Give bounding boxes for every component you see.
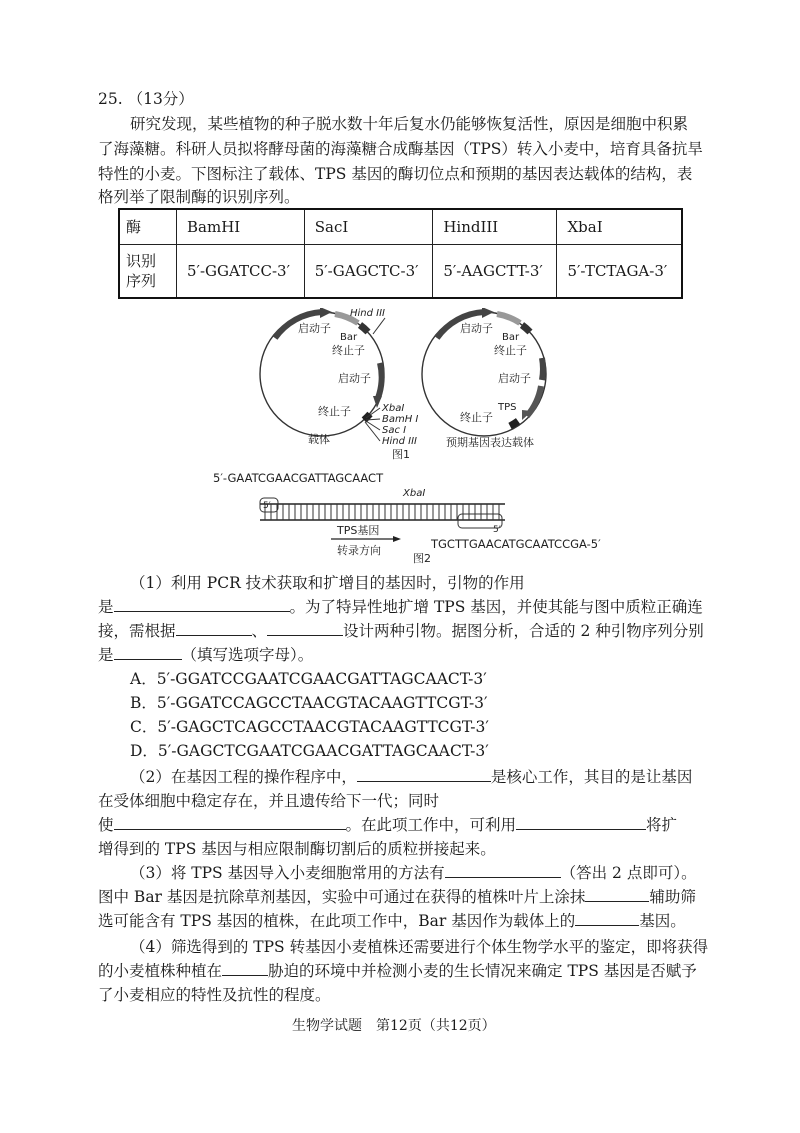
vector-label-xba: XbaI [382, 403, 405, 414]
enzyme-name: XbaI [557, 209, 682, 245]
vector-label-bam: BamH I [382, 414, 419, 425]
intro-line-4: 格列举了限制酶的识别序列。 [98, 188, 300, 206]
footer-page-number: 第12页（共12页） [376, 1018, 496, 1034]
vector-label-bar: Bar [340, 332, 358, 343]
vector-label-promoter2: 启动子 [338, 372, 371, 385]
figure-2-dna [205, 470, 635, 565]
vector-label-terminator2: 终止子 [318, 405, 351, 418]
q4-line-2: 的小麦植株种植在 胁迫的环境中并检测小麦的生长情况来确定 TPS 基因是否赋予 [98, 962, 697, 980]
q1-option-b: B．5′-GGATCCAGCCTAACGTACAAGTTCGT-3′ [130, 694, 488, 712]
vector-plasmid [260, 308, 418, 447]
intro-line-1: 研究发现，某些植物的种子脱水数十年后复水仍能够恢复活性，原因是细胞中积累 [130, 115, 689, 133]
intro-line-3: 特性的小麦。下图标注了载体、TPS 基因的酶切位点和预期的基因表达载体的结构，表 [98, 165, 693, 183]
q4-line-1: （4）筛选得到的 TPS 转基因小麦植株还需要进行个体生物学水平的鉴定，即将获得 [130, 938, 709, 956]
top-strand-sequence: 5′-GAATCGAACGATTAGCAACT [213, 471, 384, 485]
figure-1-label: 图1 [392, 448, 410, 461]
recognition-sequence: 5′-GAGCTC-3′ [304, 245, 433, 299]
table-header-sequence: 识别 序列 [119, 245, 177, 299]
expression-vector-plasmid [422, 308, 546, 449]
q3-answer-blank-3[interactable] [575, 910, 639, 926]
q2-answer-blank-2[interactable] [114, 814, 346, 830]
q1-line-3: 接，需根据 、 设计两种引物。据图分析，合适的 2 种引物序列分别 [98, 622, 704, 640]
q3-line-3: 选可能含有 TPS 基因的植株，在此项工作中，Bar 基因作为载体上的 基因。 [98, 912, 686, 930]
q3-answer-blank-2[interactable] [585, 886, 649, 902]
q2-line-1: （2）在基因工程的操作程序中， 是核心工作，其目的是让基因 [130, 768, 693, 786]
q2-line-3: 使 。在此项工作中，可利用 将扩 [98, 816, 678, 834]
q2-answer-blank-1[interactable] [357, 766, 491, 782]
q2-line-2: 在受体细胞中稳定存在，并且遗传给下一代；同时 [98, 792, 440, 810]
expression-label-promoter: 启动子 [460, 322, 493, 335]
q3-line-1: （3）将 TPS 基因导入小麦细胞常用的方法有 （答出 2 点即可）。 [130, 864, 697, 882]
question-number: 25. （13分） [98, 90, 194, 108]
q1-option-a: A．5′-GGATCCGAATCGAACGATTAGCAACT-3′ [130, 670, 487, 688]
vector-promoter2-arrow [378, 363, 382, 398]
vector-terminator-segment [360, 325, 368, 332]
table-header-enzyme: 酶 [119, 209, 177, 245]
recognition-sequence: 5′-AAGCTT-3′ [433, 245, 557, 299]
vector-label-promoter: 启动子 [298, 322, 331, 335]
q3-answer-blank-1[interactable] [445, 862, 561, 878]
vector-label-terminator: 终止子 [332, 344, 365, 357]
expression-terminator-segment [522, 325, 530, 332]
q1-answer-blank-3[interactable] [267, 620, 343, 636]
tps-gene-label: TPS基因 [337, 524, 380, 537]
page-footer [292, 1015, 496, 1037]
vector-label-hind-top: Hind III [350, 308, 386, 319]
figure-1-plasmids [240, 308, 570, 463]
five-prime-right: 5′ [493, 525, 501, 535]
enzyme-name: BamHI [177, 209, 305, 245]
q1-line-4: 是 （填写选项字母）。 [98, 646, 314, 664]
vector-label-sac: Sac I [382, 425, 407, 436]
expression-terminator2 [510, 421, 518, 426]
bottom-strand-sequence: TGCTTGAACATGCAATCCGA-5′ [431, 537, 601, 551]
vector-label-hind-bottom: Hind III [382, 436, 418, 447]
q1-answer-blank-2[interactable] [176, 620, 252, 636]
expression-bar-segment [497, 314, 520, 323]
q1-option-d: D．5′-GAGCTCGAATCGAACGATTAGCAACT-3′ [130, 742, 489, 760]
transcription-direction-label: 转录方向 [337, 544, 381, 557]
q4-line-3: 了小麦相应的特性及抗性的程度。 [98, 986, 331, 1004]
intro-line-2: 了海藻糖。科研人员拟将酵母菌的海藻糖合成酶基因（TPS）转入小麦中，培育具备抗旱 [98, 140, 703, 158]
q1-line-2: 是 。为了特异性地扩增 TPS 基因，并使其能与图中质粒正确连 [98, 598, 703, 616]
expression-promoter2-arrow [542, 358, 543, 380]
q3-line-2: 图中 Bar 基因是抗除草剂基因，实验中可通过在获得的植株叶片上涂抹 辅助筛 [98, 888, 696, 906]
base-pair-ticks [265, 504, 499, 520]
enzyme-name: SacI [304, 209, 433, 245]
footer-subject: 生物学试题 [292, 1018, 362, 1034]
recognition-sequence: 5′-TCTAGA-3′ [557, 245, 682, 299]
expression-label-promoter2: 启动子 [498, 372, 531, 385]
expression-label-bar: Bar [502, 332, 520, 343]
xba-site-label: XbaI [403, 488, 426, 499]
five-prime-left: 5′ [263, 501, 271, 511]
figure-2-label: 图2 [413, 552, 431, 565]
q1-answer-blank-4[interactable] [114, 644, 182, 660]
q2-answer-blank-3[interactable] [516, 814, 646, 830]
q2-line-4: 增得到的 TPS 基因与相应限制酶切割后的质粒拼接起来。 [98, 840, 496, 858]
q1-line-1: （1）利用 PCR 技术获取和扩增目的基因时，引物的作用 [130, 574, 525, 592]
expression-label-terminator2: 终止子 [460, 411, 493, 424]
q4-answer-blank-1[interactable] [222, 960, 268, 976]
expression-label-terminator: 终止子 [494, 344, 527, 357]
enzyme-table [118, 208, 683, 299]
enzyme-name: HindIII [433, 209, 557, 245]
recognition-sequence: 5′-GGATCC-3′ [177, 245, 305, 299]
q1-option-c: C．5′-GAGCTCAGCCTAACGTACAAGTTCGT-3′ [130, 718, 489, 736]
expression-label-tps: TPS [498, 402, 517, 413]
vector-caption: 载体 [308, 433, 330, 446]
q1-answer-blank-1[interactable] [114, 596, 290, 612]
expression-caption: 预期基因表达载体 [446, 436, 534, 449]
